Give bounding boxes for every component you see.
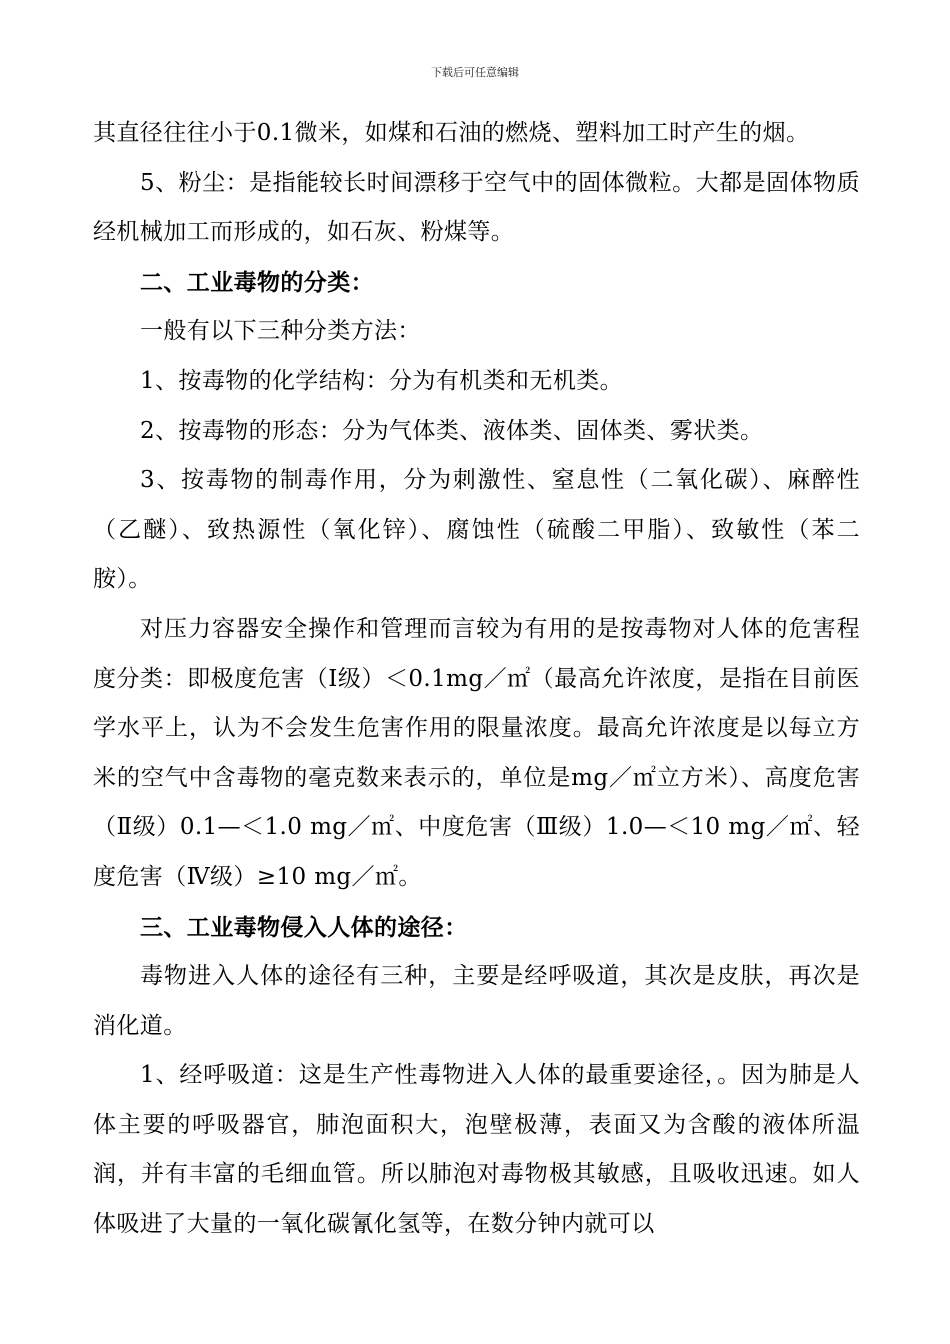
document-body (93, 109, 860, 1250)
paragraph-classification-structure: 1、按毒物的化学结构：分为有机类和无机类。 (140, 367, 624, 394)
paragraph-classification-form: 2、按毒物的形态：分为气体类、液体类、固体类、雾状类。 (140, 417, 764, 444)
paragraph-classification-effect: 3、按毒物的制毒作用，分为刺激性、窒息性（二氧化碳）、麻醉性（乙醚）、致热源性（氧化锌）、腐蚀性（硫酸二甲脂）、致敏性（苯二胺）。 (93, 467, 860, 593)
paragraph-respiratory-route: 1、经呼吸道：这是生产性毒物进入人体的最重要途径，。因为肺是人体主要的呼吸器官，肺泡面积大，泡壁极薄，表面又为含酸的液体所温润，并有丰富的毛细血管。所以肺泡对毒物极其敏感，且吸收迅速。如人体吸进了大量的一氧化碳氰化氢等，在数分钟内就可以 (93, 1062, 860, 1238)
paragraph-smoke-continuation: 其直径往往小于0.1微米，如煤和石油的燃烧、塑料加工时产生的烟。 (93, 120, 810, 146)
header-note: 下载后可任意编辑 (431, 66, 519, 79)
section-heading-classification: 二、工业毒物的分类： (140, 268, 374, 296)
section-heading-entry-routes: 三、工业毒物侵入人体的途径： (140, 913, 468, 941)
paragraph-hazard-degree: 对压力容器安全操作和管理而言较为有用的是按毒物对人体的危害程度分类：即极度危害（Ⅰ级）＜0.1mg／㎡（最高允许浓度，是指在目前医学水平上，认为不会发生危害作用的限量浓度。最高允许浓度是以每立方米的空气中含毒物的毫克数来表示的，单位是mg／㎡立方米）、高度危害（Ⅱ级）0.1—＜1.0 mg／㎡、中度危害（Ⅲ级）1.0—＜10 mg／㎡、轻度危害（Ⅳ级）≥10 mg／㎡。 (93, 615, 860, 890)
paragraph-classification-intro: 一般有以下三种分类方法： (140, 318, 421, 345)
paragraph-entry-routes-intro: 毒物进入人体的途径有三种，主要是经呼吸道，其次是皮肤，再次是消化道。 (93, 963, 860, 1039)
paragraph-dust: 5、粉尘：是指能较长时间漂移于空气中的固体微粒。大都是固体物质经机械加工而形成的，如石灰、粉煤等。 (93, 169, 860, 246)
